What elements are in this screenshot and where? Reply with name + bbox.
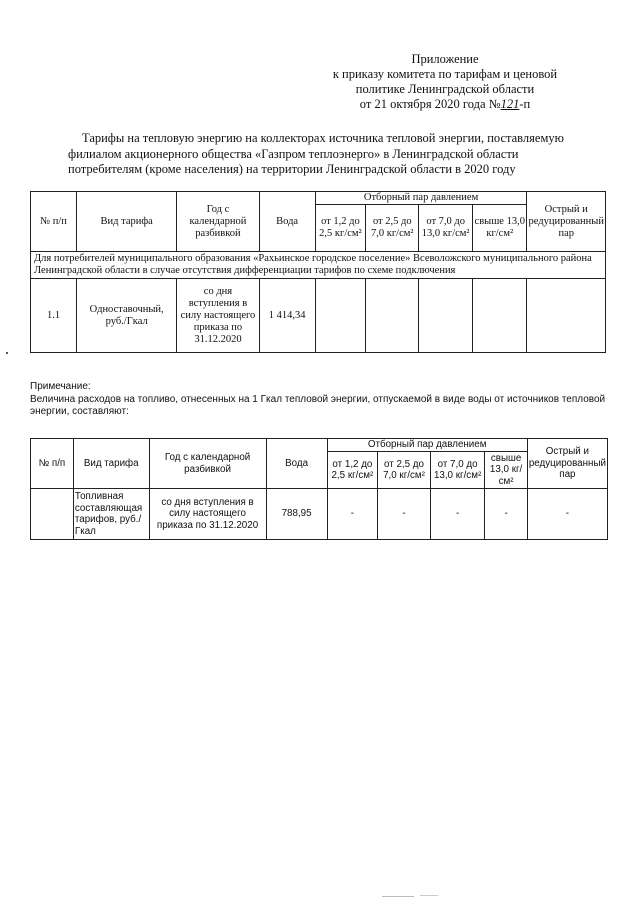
appendix-title: Приложение: [411, 52, 479, 66]
scan-artifact: [6, 352, 8, 354]
header-sharp-steam: Острый и редуцированный пар: [527, 192, 606, 252]
title-line-1: Тарифы на тепловую энергию на коллекторах источника тепловой энергии, поставляемую: [82, 131, 564, 145]
title-line-3: потребителям (кроме населения) на территории Ленинградской области в 2020 году: [68, 162, 516, 176]
header-p3: от 7,0 до 13,0 кг/см²: [419, 205, 473, 252]
header-tariff-type: Вид тарифа: [77, 192, 177, 252]
header-tariff-type: Вид тарифа: [73, 439, 149, 489]
cell-p2: -: [378, 489, 431, 540]
header-sharp-steam: Острый и редуцированный пар: [527, 439, 607, 489]
cell-p1: [315, 279, 366, 353]
cell-sharp: -: [527, 489, 607, 540]
cell-sharp: [527, 279, 606, 353]
header-p3: от 7,0 до 13,0 кг/см²: [430, 452, 485, 489]
header-p2: от 2,5 до 7,0 кг/см²: [378, 452, 431, 489]
scan-artifact: [420, 895, 438, 896]
cell-year: со дня вступления в силу настоящего приказа по 31.12.2020: [149, 489, 266, 540]
cell-year: со дня вступления в силу настоящего приказа по 31.12.2020: [177, 279, 259, 353]
appendix-date-line: [300, 97, 590, 112]
header-p4: свыше 13,0 кг/см²: [473, 205, 527, 252]
cell-p3: [419, 279, 473, 353]
note-text: Величина расходов на топливо, отнесенных на 1 Гкал тепловой энергии, отпускаемой в виде воды от источников тепловой энергии, составляют:: [30, 393, 606, 417]
document-title: [68, 131, 604, 178]
cell-tariff-type: Топливная составляющая тарифов, руб./Гкал: [73, 489, 149, 540]
cell-water: 788,95: [266, 489, 327, 540]
fuel-cost-table: [30, 438, 608, 540]
note-block: [30, 381, 610, 419]
cell-p1: -: [327, 489, 378, 540]
appendix-committee-line: политике Ленинградской области: [355, 82, 535, 96]
header-water: Вода: [266, 439, 327, 489]
title-line-2: филиалом акционерного общества «Газпром теплоэнерго» в Ленинградской области: [68, 146, 519, 161]
order-number: 121: [500, 97, 520, 111]
table-row: [31, 279, 606, 353]
cell-p4: [473, 279, 527, 353]
header-num: № п/п: [31, 439, 74, 489]
cell-p4: -: [485, 489, 527, 540]
scan-artifact: [382, 896, 414, 897]
tariff-table: [30, 191, 606, 353]
cell-p3: -: [430, 489, 485, 540]
header-p2: от 2,5 до 7,0 кг/см²: [366, 205, 419, 252]
cell-tariff-type: Одноставочный, руб./Гкал: [77, 279, 177, 353]
appendix-order-line: к приказу комитета по тарифам и ценовой: [332, 67, 558, 81]
consumer-group-row: Для потребителей муниципального образования «Рахьинское городское поселение» Всеволожского муниципального района Ленинградской области в случае отсутствия дифференциации тарифов по схеме подключения: [31, 252, 606, 279]
note-title: Примечание:: [30, 381, 91, 392]
header-steam-group: Отборный пар давлением: [315, 192, 527, 205]
header-steam-group: Отборный пар давлением: [327, 439, 527, 452]
cell-water: 1 414,34: [259, 279, 315, 353]
cell-num: [31, 489, 74, 540]
header-p4: свыше 13,0 кг/см²: [485, 452, 527, 489]
cell-p2: [366, 279, 419, 353]
appendix-date: от 21 октября 2020 года №: [359, 97, 501, 111]
header-year: Год с календарной разбивкой: [149, 439, 266, 489]
header-year: Год с календарной разбивкой: [177, 192, 259, 252]
header-water: Вода: [259, 192, 315, 252]
header-p1: от 1,2 до 2,5 кг/см²: [327, 452, 378, 489]
header-p1: от 1,2 до 2,5 кг/см²: [315, 205, 366, 252]
order-suffix: -п: [519, 97, 531, 111]
header-num: № п/п: [31, 192, 77, 252]
cell-num: 1.1: [31, 279, 77, 353]
table-row: [31, 489, 608, 540]
appendix-header: [300, 52, 590, 112]
